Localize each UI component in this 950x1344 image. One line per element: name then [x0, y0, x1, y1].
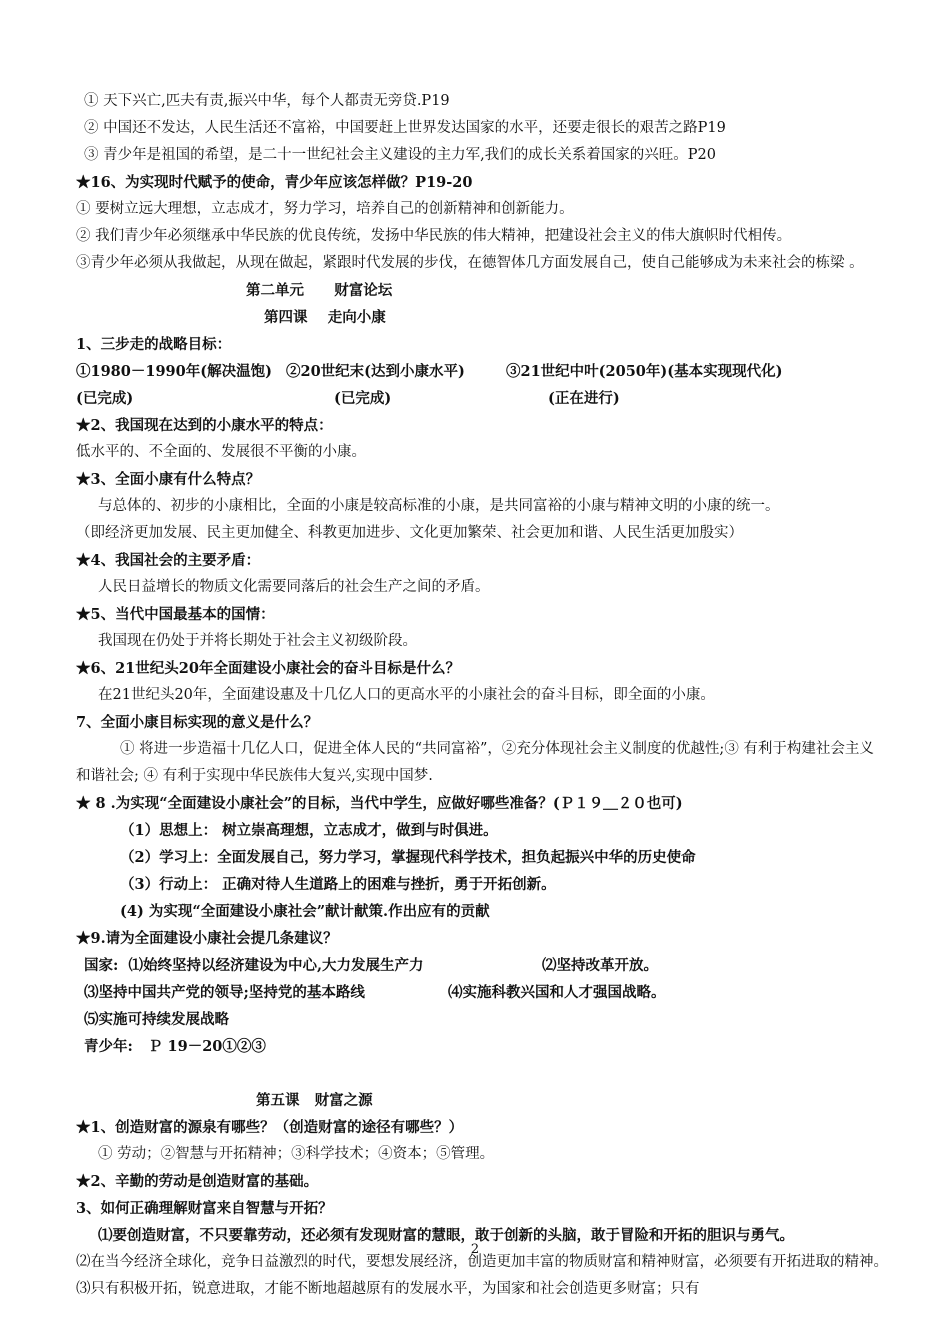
answer-line: （即经济更加发展、民主更加健全、科教更加进步、文化更加繁荣、社会更加和谐、人民生活更加殷实） — [76, 525, 743, 541]
answer-line: ① 要树立远大理想，立志成才，努力学习，培养自己的创新精神和创新能力。 — [76, 201, 574, 217]
strategy-steps-row — [76, 358, 888, 385]
suggestion-country-1: 国家: ⑴始终坚持以经济建设为中心,大力发展生产力 — [84, 957, 424, 974]
lesson-heading: 第五课 财富之源 — [256, 1092, 373, 1109]
unit-heading: 第二单元 财富论坛 — [246, 282, 393, 299]
section-heading: ★ 8 .为实现“全面建设小康社会”的目标，当代中学生，应做好哪些准备？(Ｐ１９＿２０也可) — [76, 795, 683, 812]
suggestion-row: ⑸实施可持续发展战略 — [84, 1011, 229, 1028]
section-heading: 7、全面小康目标实现的意义是什么？ — [76, 714, 319, 731]
section-heading: ★3、全面小康有什么特点？ — [76, 471, 261, 488]
answer-line: 低水平的、不全面的、发展很不平衡的小康。 — [76, 444, 366, 460]
answer-line: ① 劳动；②智慧与开拓精神；③科学技术；④资本；⑤管理。 — [98, 1146, 495, 1162]
page-number: 2 — [470, 1242, 480, 1257]
answer-line: 在21世纪头20年，全面建设惠及十几亿人口的更高水平的小康社会的奋斗目标，即全面的小康。 — [98, 687, 715, 703]
answer-line: （1）思想上： 树立崇高理想，立志成才，做到与时俱进。 — [120, 822, 498, 839]
section-heading: ★5、当代中国最基本的国情： — [76, 606, 275, 623]
text-line: ③ 青少年是祖国的希望，是二十一世纪社会主义建设的主力军,我们的成长关系着国家的兴旺。P20 — [84, 147, 716, 163]
section-heading: ★2、辛勤的劳动是创造财富的基础。 — [76, 1173, 319, 1190]
strategy-status-1: (已完成) — [76, 390, 134, 407]
answer-line: ⑴要创造财富，不只要靠劳动，还必须有发现财富的慧眼，敢于创新的头脑，敢于冒险和开拓的胆识与勇气。 — [98, 1227, 794, 1244]
section-heading: ★2、我国现在达到的小康水平的特点： — [76, 417, 333, 434]
answer-line: 人民日益增长的物质文化需要同落后的社会生产之间的矛盾。 — [98, 579, 490, 595]
answer-line: (4) 为实现“全面建设小康社会”献计献策.作出应有的贡献 — [120, 903, 490, 920]
section-heading: ★6、21世纪头20年全面建设小康社会的奋斗目标是什么？ — [76, 660, 460, 677]
strategy-status-row — [76, 385, 888, 412]
suggestion-country-2: ⑵坚持改革开放。 — [542, 957, 658, 974]
text-line: ① 天下兴亡,匹夫有责,振兴中华，每个人都责无旁贷.P19 — [84, 93, 450, 109]
section-heading: ★1、创造财富的源泉有哪些？（创造财富的途径有哪些？） — [76, 1119, 464, 1136]
strategy-status-3: (正在进行) — [548, 390, 620, 407]
text-line: ② 中国还不发达，人民生活还不富裕，中国要赶上世界发达国家的水平，还要走很长的艰苦之路P19 — [84, 120, 726, 136]
section-heading: ★4、我国社会的主要矛盾： — [76, 552, 261, 569]
answer-line: ② 我们青少年必须继承中华民族的优良传统，发扬中华民族的伟大精神，把建设社会主义的伟大旗帜时代相传。 — [76, 228, 792, 244]
strategy-step-3: ③21世纪中叶(2050年)(基本实现现代化) — [506, 363, 783, 380]
spacer — [76, 1060, 888, 1087]
answer-paragraph: ① 将进一步造福十几亿人口，促进全体人民的“共同富裕”，②充分体现社会主义制度的优越性;③ 有利于构建社会主义和谐社会; ④ 有利于实现中华民族伟大复兴,实现中国梦. — [76, 741, 874, 784]
suggestion-item-3: ⑶坚持中国共产党的领导;坚持党的基本路线 — [84, 984, 365, 1001]
section-heading: 1、三步走的战略目标： — [76, 336, 232, 353]
suggestion-row — [76, 952, 888, 979]
answer-line: 我国现在仍处于并将长期处于社会主义初级阶段。 — [98, 633, 417, 649]
suggestion-item-4: ⑷实施科教兴国和人才强国战略。 — [448, 984, 666, 1001]
answer-line: （3）行动上： 正确对待人生道路上的困难与挫折，勇于开拓创新。 — [120, 876, 556, 893]
section-heading: ★9.请为全面建设小康社会提几条建议？ — [76, 930, 338, 947]
answer-paragraph: ⑵在当今经济全球化，竞争日益激烈的时代，要想发展经济，创造更加丰富的物质财富和精神财富，必须要有开拓进取的精神。⑶只有积极开拓，锐意进取，才能不断地超越原有的发展水平，为国家和社会创造更多财富；只有 — [76, 1254, 888, 1297]
answer-line: 与总体的、初步的小康相比，全面的小康是较高标准的小康，是共同富裕的小康与精神文明的小康的统一。 — [98, 498, 780, 514]
suggestion-row — [76, 979, 888, 1006]
strategy-step-1: ①1980－1990年(解决温饱) — [76, 363, 272, 380]
strategy-step-2: ②20世纪末(达到小康水平) — [286, 363, 465, 380]
answer-paragraph: ③青少年必须从我做起，从现在做起，紧跟时代发展的步伐，在德智体几方面发展自己，使自己能够成为未来社会的栋梁 。 — [76, 255, 864, 271]
answer-line: （2）学习上：全面发展自己，努力学习，掌握现代科学技术，担负起振兴中华的历史使命 — [120, 849, 696, 866]
strategy-status-2: (已完成) — [334, 390, 392, 407]
question-heading: ★16、为实现时代赋予的使命，青少年应该怎样做？P19-20 — [76, 174, 473, 191]
section-heading: 3、如何正确理解财富来自智慧与开拓？ — [76, 1200, 333, 1217]
document-page — [76, 88, 888, 1303]
suggestion-youth: 青少年: Ｐ 19－20①②③ — [84, 1038, 266, 1055]
lesson-heading: 第四课 走向小康 — [264, 309, 386, 326]
